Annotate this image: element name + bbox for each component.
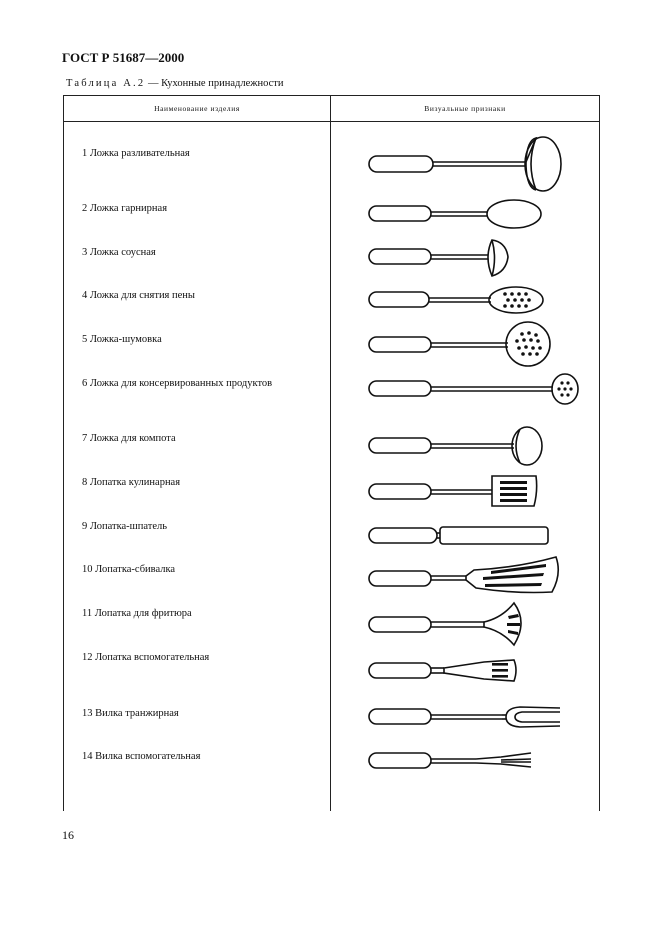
page-number: 16	[62, 828, 74, 842]
whisk-spatula-icon	[366, 554, 581, 602]
column-header-visual: Визуальные признаки	[424, 104, 506, 113]
row-11-name: 11 Лопатка для фритюра	[82, 608, 192, 619]
row-2-name: 2 Ложка гарнирная	[82, 203, 168, 214]
skimmer-icon	[366, 320, 581, 368]
row-1-name: 1 Ложка разливательная	[82, 148, 190, 159]
row-3-name: 3 Ложка соусная	[82, 247, 156, 258]
row-6-name: 6 Ложка для консервированных продуктов	[82, 378, 273, 389]
spatula-knife-icon	[366, 522, 581, 550]
compote-spoon-icon	[366, 424, 581, 468]
row-13-name: 13 Вилка транжирная	[82, 708, 179, 719]
canned-food-spoon-icon	[366, 372, 586, 408]
row-8-name: 8 Лопатка кулинарная	[82, 477, 181, 488]
table-caption	[66, 78, 283, 89]
row-10-name: 10 Лопатка-сбивалка	[82, 564, 176, 575]
ladle-icon	[366, 132, 581, 196]
row-14-name: 14 Вилка вспомогательная	[82, 751, 201, 762]
carving-fork-icon	[366, 702, 581, 732]
row-12-name: 12 Лопатка вспомогательная	[82, 652, 210, 663]
row-5-name: 5 Ложка-шумовка	[82, 334, 162, 345]
column-header-name: Наименование изделия	[154, 104, 240, 113]
garnish-spoon-icon	[366, 197, 581, 231]
row-7-name: 7 Ложка для компота	[82, 433, 176, 444]
table-caption-label: Таблица А.2	[66, 78, 146, 89]
table-caption-text: — Кухонные принадлежности	[145, 78, 284, 89]
frying-spatula-icon	[366, 600, 581, 650]
sauce-spoon-icon	[366, 236, 581, 280]
document-code: ГОСТ Р 51687—2000	[62, 50, 185, 65]
row-9-name: 9 Лопатка-шпатель	[82, 521, 168, 532]
row-4-name: 4 Ложка для снятия пены	[82, 290, 195, 301]
foam-spoon-icon	[366, 284, 581, 316]
culinary-spatula-icon	[366, 472, 581, 508]
auxiliary-fork-icon	[366, 747, 581, 775]
auxiliary-spatula-icon	[366, 654, 581, 688]
